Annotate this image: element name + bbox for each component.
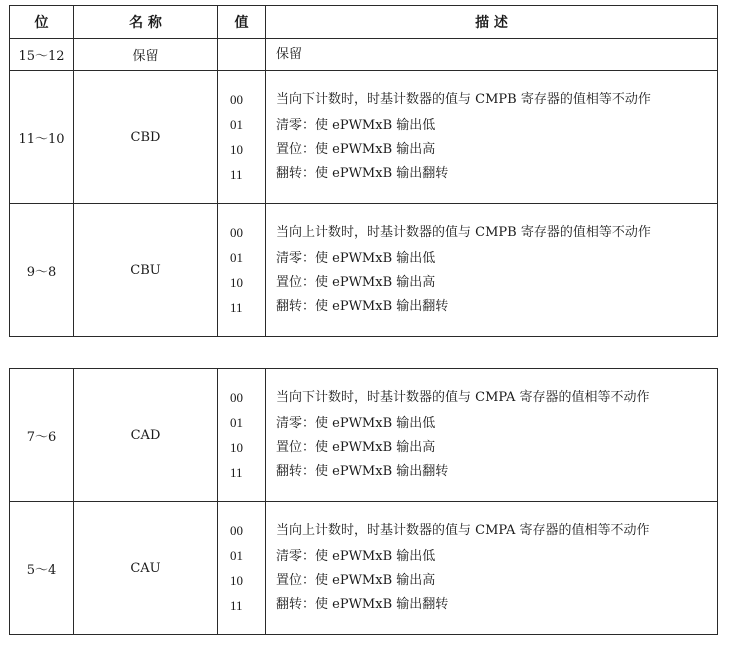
value-cell [218, 502, 266, 635]
value-item: 00 [230, 523, 243, 538]
value-item: 11 [230, 598, 243, 613]
description-line: 当向下计数时，时基计数器的值与 CMPB 寄存器的值相等不动作 [276, 92, 651, 107]
table-row [10, 369, 718, 502]
value-item: 11 [230, 167, 243, 182]
bit-cell: 7～6 [10, 369, 74, 502]
bit-cell: 11～10 [10, 71, 74, 204]
header-row [10, 6, 718, 39]
bit-cell: 9～8 [10, 204, 74, 337]
name-cell: CAD [74, 369, 218, 502]
value-item: 10 [230, 573, 243, 588]
description-line: 当向上计数时，时基计数器的值与 CMPB 寄存器的值相等不动作 [276, 225, 651, 240]
value-item: 10 [230, 440, 243, 455]
description-line: 清零：使 ePWMxB 输出低 [276, 251, 436, 266]
header-description: 描 述 [266, 6, 718, 39]
table-row [10, 71, 718, 204]
name-cell: CAU [74, 502, 218, 635]
description-cell [266, 369, 718, 502]
value-item: 10 [230, 142, 243, 157]
reserved-row [10, 39, 718, 71]
reserved-description: 保留 [266, 39, 718, 71]
description-line: 当向下计数时，时基计数器的值与 CMPA 寄存器的值相等不动作 [276, 390, 650, 405]
register-table-bottom [9, 368, 718, 635]
description-cell [266, 204, 718, 337]
value-item: 01 [230, 250, 243, 265]
description-line: 清零：使 ePWMxB 输出低 [276, 416, 436, 431]
register-table-top [9, 5, 718, 337]
value-cell [218, 204, 266, 337]
value-cell [218, 369, 266, 502]
value-item: 11 [230, 465, 243, 480]
description-line: 翻转：使 ePWMxB 输出翻转 [276, 166, 449, 181]
header-value: 值 [218, 6, 266, 39]
description-line: 翻转：使 ePWMxB 输出翻转 [276, 299, 449, 314]
value-item: 00 [230, 390, 243, 405]
reserved-value [218, 39, 266, 71]
reserved-bit: 15～12 [10, 39, 74, 71]
value-item: 11 [230, 300, 243, 315]
description-line: 清零：使 ePWMxB 输出低 [276, 118, 436, 133]
value-item: 01 [230, 548, 243, 563]
header-name: 名 称 [74, 6, 218, 39]
description-cell [266, 71, 718, 204]
description-cell [266, 502, 718, 635]
name-cell: CBU [74, 204, 218, 337]
value-item: 01 [230, 117, 243, 132]
description-line: 翻转：使 ePWMxB 输出翻转 [276, 597, 449, 612]
reserved-name: 保留 [74, 39, 218, 71]
value-cell [218, 71, 266, 204]
table-row [10, 502, 718, 635]
description-line: 翻转：使 ePWMxB 输出翻转 [276, 464, 449, 479]
value-item: 00 [230, 92, 243, 107]
description-line: 置位：使 ePWMxB 输出高 [276, 275, 436, 290]
value-item: 10 [230, 275, 243, 290]
table-row [10, 204, 718, 337]
description-line: 当向上计数时，时基计数器的值与 CMPA 寄存器的值相等不动作 [276, 523, 650, 538]
name-cell: CBD [74, 71, 218, 204]
value-item: 01 [230, 415, 243, 430]
description-line: 置位：使 ePWMxB 输出高 [276, 573, 436, 588]
header-bit: 位 [10, 6, 74, 39]
value-item: 00 [230, 225, 243, 240]
description-line: 清零：使 ePWMxB 输出低 [276, 549, 436, 564]
description-line: 置位：使 ePWMxB 输出高 [276, 440, 436, 455]
description-line: 置位：使 ePWMxB 输出高 [276, 142, 436, 157]
bit-cell: 5～4 [10, 502, 74, 635]
